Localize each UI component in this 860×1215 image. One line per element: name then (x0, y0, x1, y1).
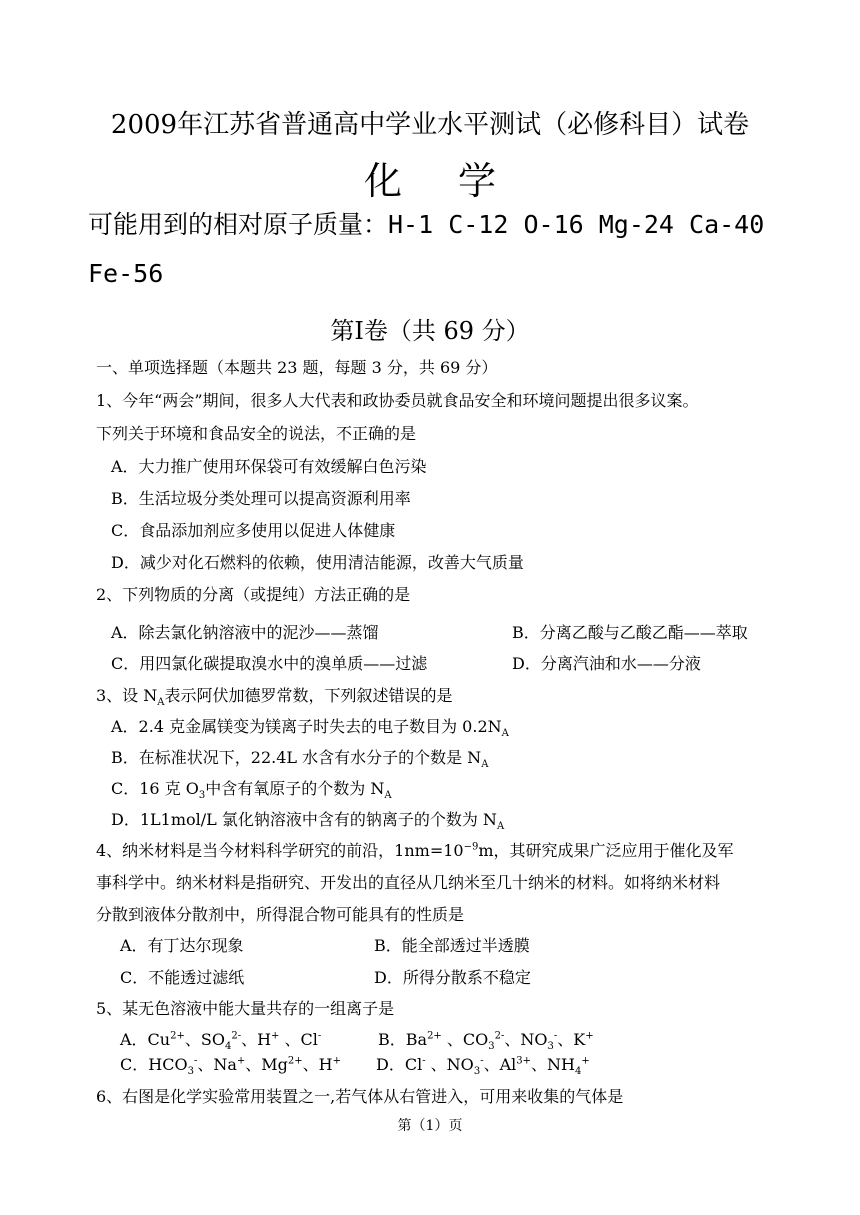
q3-stem-pre: 3、设 N (96, 686, 158, 705)
q5-option-b (378, 1027, 594, 1052)
q4-stem-line-2: 事科学中。纳米材料是指研究、开发出的直径从几纳米至几十纳米的材料。如将纳米材料 (96, 873, 721, 892)
exam-title: 2009年江苏省普通高中学业水平测试（必修科目）试卷 (110, 110, 750, 140)
q5-d-part: 、NH (531, 1055, 575, 1074)
subject-title: 化 学 (363, 159, 519, 203)
q5-c-part: 、H (302, 1055, 333, 1074)
q5-b-part: B．Ba (378, 1030, 428, 1049)
q5-b-sup: - (553, 1030, 558, 1042)
q3-option-c-sub-a: A (384, 790, 392, 802)
q5-a-sup: 2- (231, 1030, 242, 1042)
q1-option-a: A．大力推广使用环保袋可有效缓解白色污染 (111, 457, 427, 476)
q1-stem-line-1: 1、今年“两会”期间，很多人大代表和政协委员就食品安全和环境问题提出很多议案。 (96, 391, 699, 410)
q5-d-sub: 4 (574, 1066, 582, 1078)
q5-b-sub: 3 (488, 1041, 495, 1053)
q3-option-d-sub: A (496, 821, 505, 833)
q5-c-sup: 2+ (287, 1055, 303, 1067)
q3-option-d (111, 807, 504, 832)
q5-d-sup: - (422, 1055, 426, 1067)
page-footer: 第（1）页 (397, 1118, 463, 1134)
q5-a-sup: 2+ (170, 1030, 185, 1042)
q3-option-c-text: C．16 克 O (111, 779, 199, 798)
q4-option-a: A．有丁达尔现象 (120, 936, 244, 955)
q5-d-sub: 3 (473, 1066, 481, 1078)
q3-option-a-text: A．2.4 克金属镁变为镁离子时失去的电子数目为 0.2N (111, 717, 502, 736)
q3-option-a-sub: A (501, 728, 509, 740)
q5-d-part: 、Al (483, 1055, 517, 1074)
q4-option-b: B．能全部透过半透膜 (374, 936, 530, 955)
q5-option-c (120, 1052, 341, 1077)
q5-d-part: D．Cl (376, 1055, 423, 1074)
q5-option-a (120, 1027, 321, 1052)
q5-c-sup: + (332, 1055, 342, 1067)
q4-stem-line-1 (96, 838, 734, 861)
q4-option-d: D．所得分散系不稳定 (374, 968, 531, 987)
q5-option-d (376, 1052, 590, 1077)
q3-option-c-sub-3: 3 (198, 790, 206, 802)
q3-option-c (111, 776, 392, 801)
q2-option-c: C．用四氯化碳提取溴水中的溴单质——过滤 (111, 654, 428, 673)
atomic-mass-line-2: Fe-56 (88, 259, 164, 288)
q5-c-part: 、Na (197, 1055, 237, 1074)
q5-d-sup: + (581, 1055, 590, 1067)
q2-stem: 2、下列物质的分离（或提纯）方法正确的是 (96, 585, 411, 604)
q5-b-sup: 2- (494, 1030, 505, 1042)
q5-a-part: A．Cu (120, 1030, 171, 1049)
q5-b-part: 、NO (504, 1030, 548, 1049)
q5-a-sup: - (317, 1030, 322, 1042)
q5-d-part: 、NO (425, 1055, 474, 1074)
q5-b-part: 、CO (441, 1030, 489, 1049)
q3-stem (96, 683, 453, 708)
q4-option-c: C．不能透过滤纸 (120, 968, 245, 987)
part-title: 第Ⅰ卷（共 69 分） (330, 317, 530, 345)
q5-a-part: 、H (241, 1030, 272, 1049)
q2-option-d: D．分离汽油和水——分液 (512, 654, 701, 673)
q3-option-b-text: B．在标准状况下，22.4L 水含有水分子的个数是 N (111, 748, 482, 767)
q5-a-sup: + (271, 1030, 280, 1042)
q5-c-sup: - (193, 1055, 198, 1067)
q3-option-b-sub: A (481, 759, 489, 771)
q5-d-sup: 3+ (516, 1055, 532, 1067)
q5-a-sub: 4 (224, 1041, 232, 1053)
q3-option-a (111, 714, 509, 739)
q1-option-d: D．减少对化石燃料的依赖，使用清洁能源，改善大气质量 (111, 553, 524, 572)
section-heading: 一、单项选择题（本题共 23 题，每题 3 分，共 69 分） (96, 358, 498, 377)
q2-option-a: A．除去氯化钠溶液中的泥沙——蒸馏 (111, 623, 379, 642)
q3-stem-post: 表示阿伏加德罗常数，下列叙述错误的是 (164, 686, 453, 705)
atomic-mass-line-1: 可能用到的相对原子质量：H-1 C-12 O-16 Mg-24 Ca-40 (88, 210, 765, 239)
q5-c-part: C．HCO (120, 1055, 188, 1074)
q5-c-sup: + (236, 1055, 246, 1067)
q4-stem-line-1-pre: 4、纳米材料是当今材料科学研究的前沿，1nm=10 (96, 841, 464, 860)
q1-option-c: C．食品添加剂应多使用以促进人体健康 (111, 521, 396, 540)
q1-option-b: B．生活垃圾分类处理可以提高资源利用率 (111, 489, 411, 508)
q1-stem-line-2: 下列关于环境和食品安全的说法，不正确的是 (96, 424, 417, 443)
q3-option-c-mid: 中含有氧原子的个数为 N (205, 779, 385, 798)
q6-stem: 6、右图是化学实验常用装置之一,若气体从右管进入，可用来收集的气体是 (96, 1087, 624, 1106)
q4-stem-line-1-post: m，其研究成果广泛应用于催化及军 (478, 841, 734, 860)
q5-b-sub: 3 (547, 1041, 554, 1053)
q5-a-part: 、Cl (279, 1030, 318, 1049)
q4-stem-line-3: 分散到液体分散剂中，所得混合物可能具有的性质是 (96, 905, 465, 924)
q5-c-part: 、Mg (245, 1055, 288, 1074)
q3-option-b (111, 745, 488, 770)
q3-stem-sub: A (157, 697, 165, 709)
q2-option-b: B．分离乙酸与乙酸乙酯——萃取 (512, 623, 748, 642)
q3-option-d-text: D．1L1mol/L 氯化钠溶液中含有的钠离子的个数为 N (111, 810, 497, 829)
q5-b-part: 、K (557, 1030, 586, 1049)
q5-b-sup: 2+ (427, 1030, 442, 1042)
q5-stem: 5、某无色溶液中能大量共存的一组离子是 (96, 999, 395, 1018)
q5-a-part: 、SO (184, 1030, 225, 1049)
q5-b-sup: + (585, 1030, 594, 1042)
q5-c-sub: 3 (187, 1066, 194, 1078)
q4-stem-line-1-sup: −9 (463, 841, 479, 853)
q5-d-sup: - (480, 1055, 484, 1067)
